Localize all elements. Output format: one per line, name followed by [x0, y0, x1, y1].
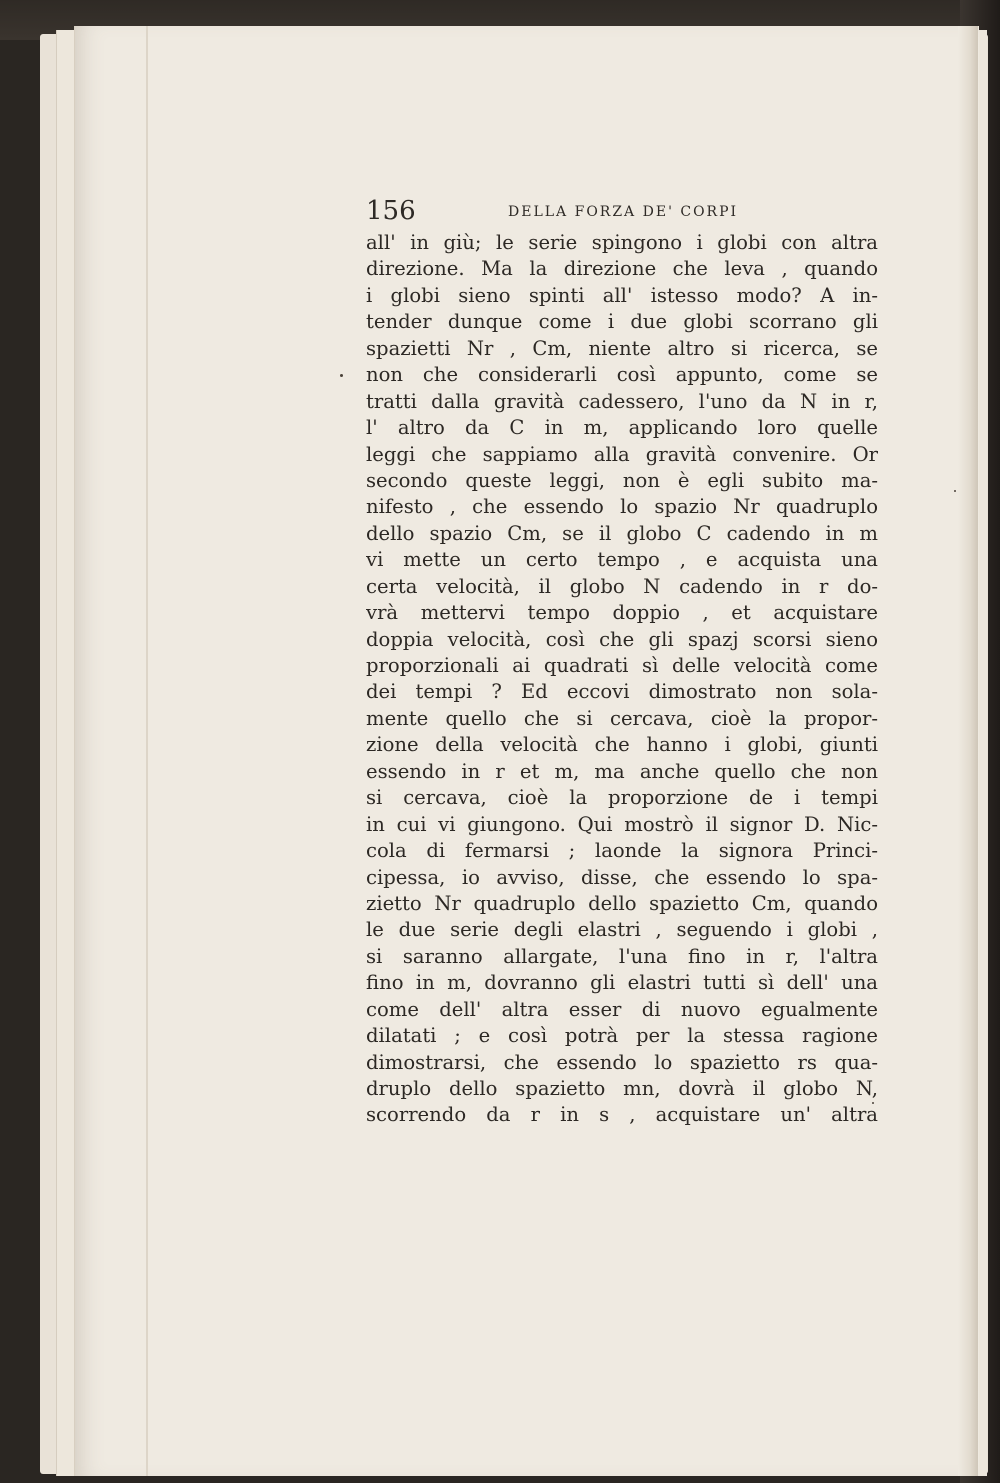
text-line: si saranno allargate, l'una fino in r, l'altra — [366, 944, 878, 968]
text-line: secondo queste leggi, non è egli subito ma- — [366, 468, 878, 492]
page-fold-line — [146, 26, 148, 1476]
text-line: essendo in r et m, ma anche quello che non — [366, 759, 878, 783]
text-line: fino in m, dovranno gli elastri tutti sì dell' una — [366, 971, 878, 995]
text-line: si cercava, cioè la proporzione de i tempi — [366, 786, 878, 810]
text-line: i globi sieno spinti all' istesso modo? A in- — [366, 283, 878, 307]
text-line: non che considerarli così appunto, come se — [366, 363, 878, 387]
text-line: tender dunque come i due globi scorrano gli — [366, 310, 878, 334]
text-line: le due serie degli elastri , seguendo i globi , — [366, 918, 878, 942]
text-line: nifesto , che essendo lo spazio Nr quadruplo — [366, 495, 878, 519]
page-right-curl — [958, 26, 978, 1476]
text-line: dimostrarsi, che essendo lo spazietto rs qua- — [366, 1050, 878, 1074]
text-line: cipessa, io avviso, disse, che essendo lo spa- — [366, 865, 878, 889]
page-header — [362, 194, 882, 230]
text-line: leggi che sappiamo alla gravità convenire. Or — [366, 442, 878, 466]
text-line: cola di fermarsi ; laonde la signora Princi- — [366, 839, 878, 863]
text-line: doppia velocità, così che gli spazj scorsi sieno — [366, 627, 878, 651]
text-line: druplo dello spazietto mn, dovrà il globo N, — [366, 1077, 878, 1100]
text-line: direzione. Ma la direzione che leva , quando — [366, 257, 878, 281]
text-line: dilatati ; e così potrà per la stessa ragione — [366, 1024, 878, 1048]
text-line: zione della velocità che hanno i globi, giunti — [366, 733, 878, 757]
body-text — [366, 230, 878, 1129]
text-line: all' in giù; le serie spingono i globi con altra — [366, 231, 878, 254]
text-line: tratti dalla gravità cadessero, l'uno da N in r, — [366, 389, 878, 413]
text-line: vi mette un certo tempo , e acquista una — [366, 548, 878, 572]
text-line: vrà mettervi tempo doppio , et acquistare — [366, 601, 878, 625]
page-number: 156 — [366, 196, 416, 226]
text-line: certa velocità, il globo N cadendo in r do- — [366, 574, 878, 598]
text-line: spazietti Nr , Cm, niente altro si ricerca, se — [366, 336, 878, 360]
paper-fleck — [340, 374, 343, 377]
text-line: in cui vi giungono. Qui mostrò il signor D. Nic- — [366, 812, 878, 836]
text-line: come dell' altra esser di nuovo egualmente — [366, 997, 878, 1021]
text-line: dei tempi ? Ed eccovi dimostrato non sola- — [366, 680, 878, 704]
text-line: dello spazio Cm, se il globo C cadendo in m — [366, 521, 878, 545]
text-line: l' altro da C in m, applicando loro quelle — [366, 416, 878, 440]
paper-fleck — [954, 490, 956, 492]
text-line: proporzionali ai quadrati sì delle velocità come — [366, 654, 878, 677]
running-head: DELLA FORZA DE' CORPI — [508, 204, 739, 220]
text-line: mente quello che si cercava, cioè la propor- — [366, 706, 878, 730]
text-line: scorrendo da r in s , acquistare un' altra — [366, 1103, 878, 1127]
text-line: zietto Nr quadruplo dello spazietto Cm, quando — [366, 891, 878, 915]
